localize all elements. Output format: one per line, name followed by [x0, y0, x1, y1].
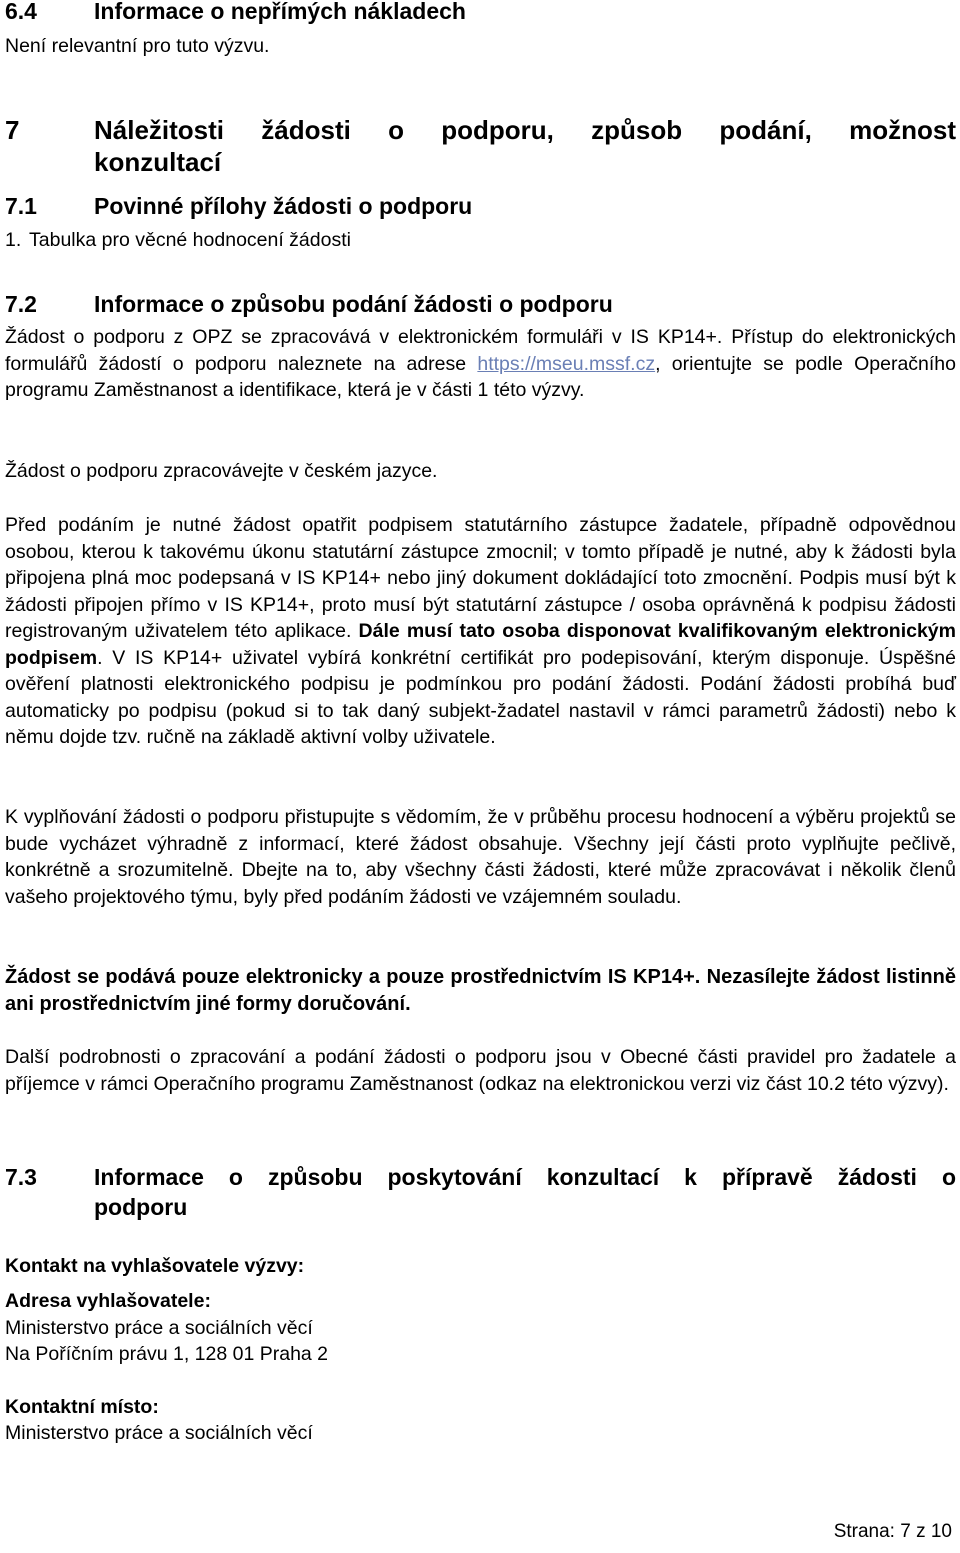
attachment-list-item — [5, 227, 956, 254]
address-line1: Ministerstvo práce a sociálních věcí — [5, 1317, 313, 1339]
paragraph-language: Žádost o podporu zpracovávejte v českém jazyce. — [5, 460, 438, 482]
paragraph-details: Další podrobnosti o zpracování a podání žádosti o podporu jsou v Obecné části pravidel pro žadatele a příjemce v rámci Operačního programu Zaměstnanost (odkaz na elektronickou verzi viz část 10.2 této výzvy). — [5, 1046, 956, 1095]
contact-heading: Kontakt na vyhlašovatele výzvy: — [5, 1255, 305, 1277]
paragraph-signature: Před podáním je nutné žádost opatřit podpisem statutárního zástupce žadatele, případně odpovědnou osobou, kterou k takovému úkonu statutární zástupce zmocnil; v tomto případě je nutné, aby k žádosti byla připojena plná moc podepsaná v IS KP14+ nebo jiný dokument dokládající toto zmocnění. Podpis musí být k žádosti připojen přímo v IS KP14+, proto musí být statutární zástupce / osoba oprávněná k podpisu žádosti registrovaným uživatelem této aplikace. Dále musí tato osoba disponovat kvalifikovaným elektronickým podpisem. V IS KP14+ uživatel vybírá konkrétní certifikát pro podepisování, kterým disponuje. Úspěšné ověření platnosti elektronického podpisu je podmínkou pro podání žádosti. Podání žádosti probíhá buď automaticky po podpisu (pokud si to tak daný subjekt-žadatel nastavil v rámci parametrů žádosti) nebo k němu dojde tzv. ručně na základě aktivní volby uživatele. — [5, 514, 956, 748]
address-line2: Na Poříčním právu 1, 128 01 Praha 2 — [5, 1343, 329, 1365]
contact-point-label: Kontaktní místo: — [5, 1396, 159, 1418]
section-title: Informace o způsobu podání žádosti o podporu — [94, 291, 613, 317]
section-heading-6-4 — [5, 0, 956, 26]
chapter-title-line2: konzultací — [94, 147, 222, 177]
section-number: 7.2 — [5, 291, 37, 317]
section-heading-7-3 — [5, 1163, 956, 1192]
section-heading-7-2 — [5, 290, 956, 319]
section-heading-7-1 — [5, 192, 956, 221]
section-title: Povinné přílohy žádosti o podporu — [94, 193, 473, 219]
section-number: 6.4 — [5, 0, 37, 24]
chapter-number: 7 — [5, 115, 20, 145]
paragraph-filling: K vyplňování žádosti o podporu přistupujte s vědomím, že v průběhu procesu hodnocení a výběru projektů se bude vycházet výhradně z informací, které žádost obsahuje. Všechny její části proto vyplňujte pečlivě, konkrétně a srozumitelně. Dbejte na to, aby všechny části žádosti, které může zpracovávat i několik členů vašeho projektového týmu, byly před podáním žádosti ve vzájemném souladu. — [5, 806, 956, 908]
chapter-heading-7 — [5, 114, 956, 146]
mseu-link[interactable]: https://mseu.mssf.cz — [477, 352, 656, 375]
section-title: Informace o nepřímých nákladech — [94, 0, 466, 24]
address-label: Adresa vyhlašovatele: — [5, 1290, 211, 1312]
section-title-line2: podporu — [94, 1194, 188, 1220]
page-number: Strana: 7 z 10 — [833, 1521, 952, 1542]
contact-point-line1: Ministerstvo práce a sociálních věcí — [5, 1422, 313, 1444]
section-number: 7.3 — [5, 1164, 37, 1190]
paragraph-electronic-only: Žádost se podává pouze elektronicky a pouze prostřednictvím IS KP14+. Nezasílejte žádost listinně ani prostřednictvím jiné formy doručování. — [5, 966, 956, 1015]
paragraph-form-access: Žádost o podporu z OPZ se zpracovává v elektronickém formuláři v IS KP14+. Přístup do elektronických formulářů žádostí o podporu naleznete na adrese https://mseu.mssf.cz, orientujte se podle Operačního programu Zaměstnanost a identifikace, která je v části 1 této výzvy. — [5, 326, 956, 401]
list-number: 1. — [5, 229, 22, 251]
section-title-line1: Informace o způsobu poskytování konzultací k přípravě žádosti o — [94, 1164, 956, 1190]
chapter-title-line1: Náležitosti žádosti o podporu, způsob podání, možnost — [94, 115, 956, 145]
section-6-4-text: Není relevantní pro tuto výzvu. — [5, 35, 270, 57]
section-number: 7.1 — [5, 193, 37, 219]
list-text: Tabulka pro věcné hodnocení žádosti — [29, 229, 351, 251]
